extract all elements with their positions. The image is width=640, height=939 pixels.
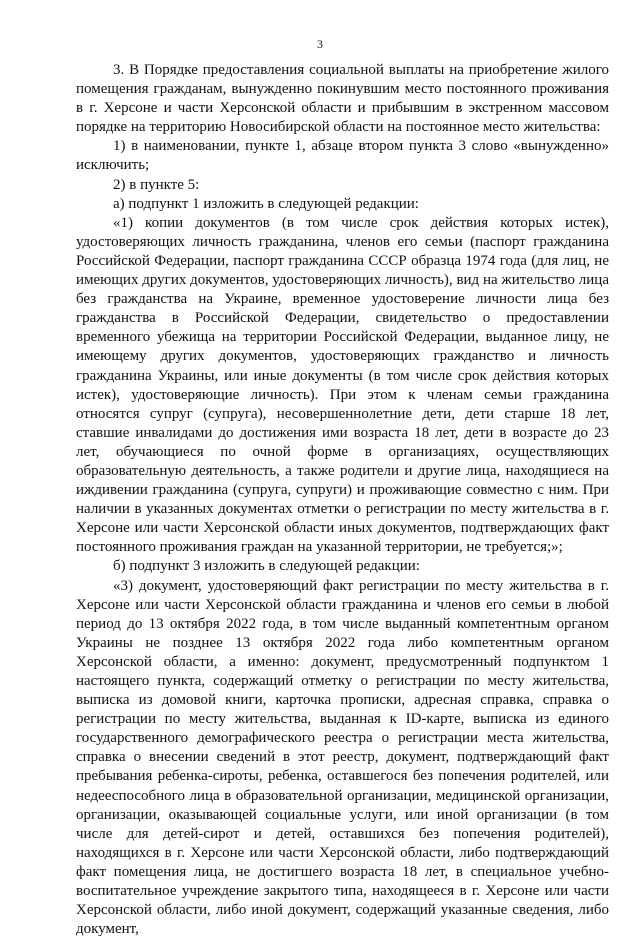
page-number: 3 — [317, 37, 323, 51]
paragraph-subitem-a: а) подпункт 1 изложить в следующей редакции: — [113, 195, 419, 212]
paragraph-subitem-a-text: «1) копии документов (в том числе срок действия которых истек), удостоверяющих личность гражданина, членов его семьи (паспорт гражданина Российской Федерации, паспорт гражданина СССР образца 1974 года (для лиц, не имеющих других документов, удостоверяющих личность), вид на жительство лица без гражданства на Украине, временное удостоверение личности лица без гражданства в Российской Федерации, свидетельство о предоставлении временного убежища на территории Российской Федерации, выданное лицу, не имеющему других документов, удостоверяющих гражданство и личность гражданина Украины, или иные документы (в том числе срок действия которых истек), удостоверяющие личность). При этом к членам семьи гражданина относятся супруг (супруга), несовершеннолетние дети, дети старше 18 лет, ставшие инвалидами до достижения ими возраста 18 лет, дети в возрасте до 23 лет, обучающиеся по очной форме в организациях, осуществляющих образовательную деятельность, а также родители и другие лица, находящиеся на иждивении гражданина (супруга, супруги) и проживающие совместно с ним. При наличии в указанных документах отметки о регистрации по месту жительства в г. Херсоне или части Херсонской области иных документов, подтверждающих факт постоянного проживания граждан на указанной территории, не требуется;»; — [76, 214, 609, 556]
paragraph-item-2: 2) в пункте 5: — [113, 176, 200, 193]
paragraph-subitem-b: б) подпункт 3 изложить в следующей редакции: — [113, 558, 420, 575]
paragraph-amendment-intro: 3. В Порядке предоставления социальной выплаты на приобретение жилого помещения гражданам, вынужденно покинувшим место постоянного проживания в г. Херсоне и части Херсонской области и прибывшим в экстренном массовом порядке на территорию Новосибирской области на постоянное место жительства: — [76, 62, 609, 136]
document-body — [76, 61, 609, 939]
paragraph-subitem-b-text: «3) документ, удостоверяющий факт регистрации по месту жительства в г. Херсоне или части Херсонской области гражданина и членов его семьи в любой период до 13 октября 2022 года, в том числе выданный компетентным органом Украины не позднее 13 октября 2022 года либо компетентным органом Херсонской области, а именно: документ, предусмотренный подпунктом 1 настоящего пункта, содержащий отметку о регистрации по месту жительства, выписка из домовой книги, карточка прописки, адресная справка, справка о регистрации по месту жительства, выданная к ID-карте, выписка из единого государственного демографического реестра о регистрации места жительства, справка о внесении сведений в этот реестр, документ, подтверждающий факт пребывания ребенка-сироты, ребенка, оставшегося без попечения родителей, или недееспособного лица в образовательной организации, медицинской организации, организации, оказывающей социальные услуги, или иной организации (в том числе для детей-сирот и детей, оставшихся без попечения родителей), находящихся в г. Херсоне или части Херсонской области, либо подтверждающий факт помещения лица, не достигшего возраста 18 лет, в специальное учебно-воспитательное учреждение закрытого типа, находящееся в г. Херсоне или части Херсонской области, либо иной документ, содержащий указанные сведения, либо документ, — [76, 577, 609, 938]
paragraph-item-1: 1) в наименовании, пункте 1, абзаце втором пункта 3 слово «вынужденно» исключить; — [76, 138, 609, 174]
